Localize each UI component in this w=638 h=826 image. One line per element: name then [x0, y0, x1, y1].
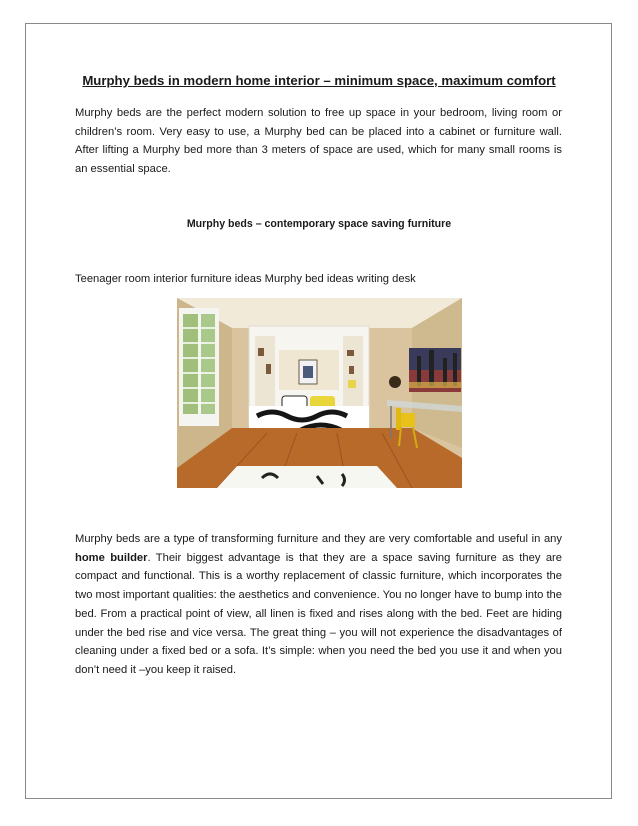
bedroom-photo: [177, 298, 462, 488]
page-title: Murphy beds in modern home interior – minimum space, maximum comfort: [82, 73, 556, 88]
body-text-end: . Their biggest advantage is that they are a space saving furniture as they are compact and functional. This is a worthy replacement of classic furniture, which incorporates the two most important qualities: the aesthetics and convenience. You no longer have to bump into the bed. From a practical point of view, all linen is fixed and rises along with the bed. Feet are hiding under the bed rise and vice versa. The great thing – you will not experience the disadvantages of cleaning under a fixed bed or a sofa. It’s simple: when you need the bed you use it and when you don’t need it –you keep it raised.: [75, 551, 562, 676]
home-builder-link[interactable]: home builder: [75, 551, 148, 564]
section-subtitle: Murphy beds – contemporary space saving furniture: [186, 218, 452, 230]
intro-paragraph: Murphy beds are the perfect modern solution to free up space in your bedroom, living room or children’s room. Very easy to use, a Murphy bed can be placed into a cabinet or furniture wall. After lifting a Murphy bed more than 3 meters of space are used, which for many small rooms is an essential space.: [75, 107, 562, 176]
body-paragraph: [75, 530, 562, 680]
image-caption: Teenager room interior furniture ideas Murphy bed ideas writing desk: [75, 273, 416, 285]
body-text-start: Murphy beds are a type of transforming furniture and they are very comfortable and useful in any: [75, 533, 562, 545]
